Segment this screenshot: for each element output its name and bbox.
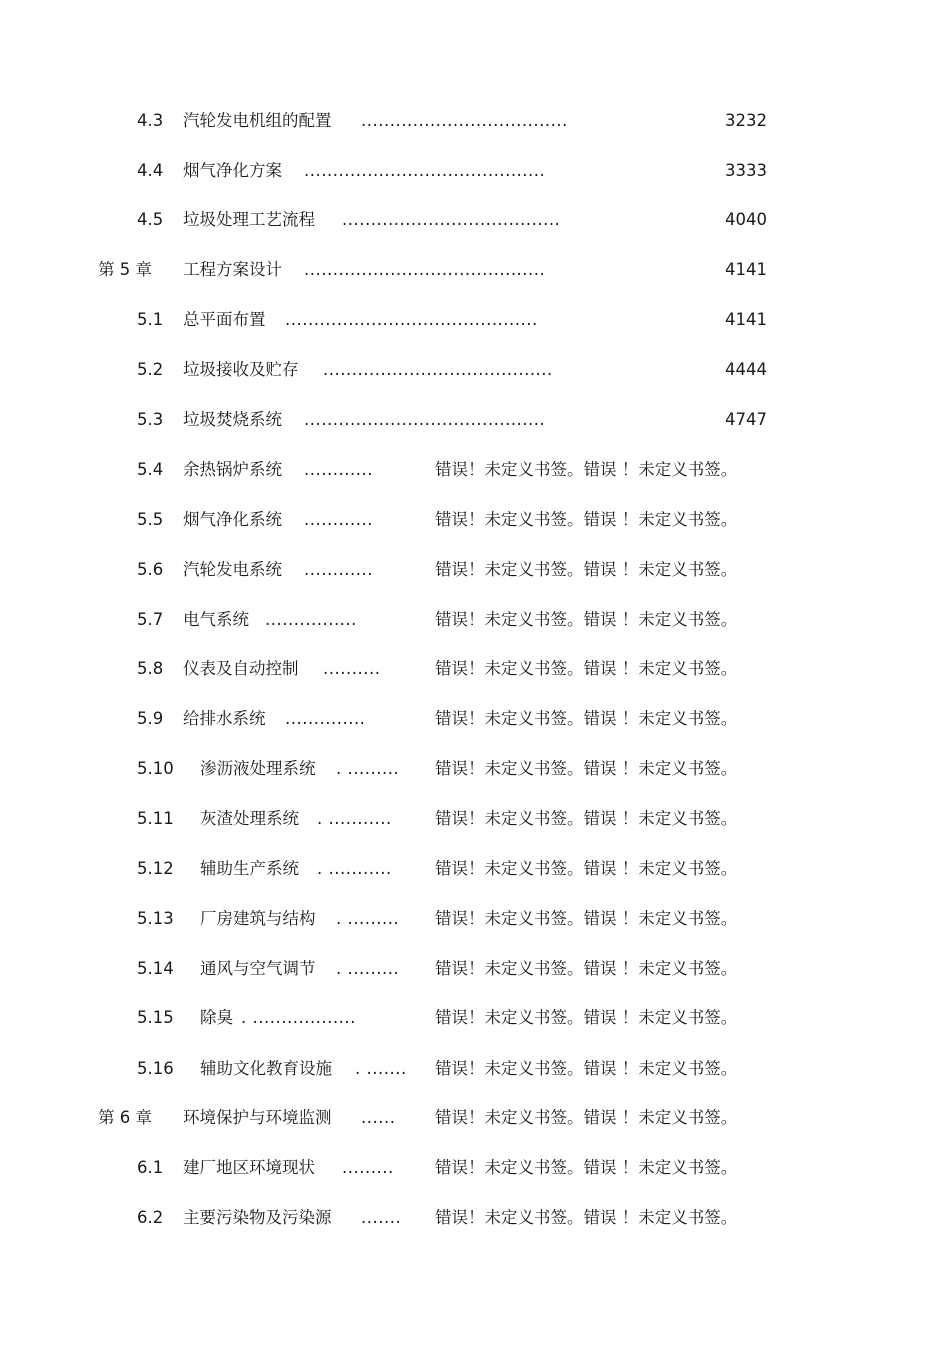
entry-title: 除臭 bbox=[200, 1008, 233, 1027]
toc-entry-5-8[interactable] bbox=[0, 657, 950, 681]
toc-entry-5-10[interactable] bbox=[0, 757, 950, 781]
chapter-number: 第 6 章 bbox=[98, 1108, 152, 1127]
entry-title: 垃圾接收及贮存 bbox=[183, 360, 299, 379]
dot-leader: ............ bbox=[304, 560, 373, 579]
toc-entry-5-16[interactable] bbox=[0, 1057, 950, 1081]
dot-leader: ...................................... bbox=[342, 210, 561, 229]
toc-entry-5-4[interactable] bbox=[0, 458, 950, 482]
entry-title: 垃圾处理工艺流程 bbox=[183, 210, 315, 229]
dot-leader: .......................................... bbox=[304, 260, 546, 279]
dot-leader: ............ bbox=[304, 510, 373, 529]
dot-leader: .......................................... bbox=[304, 410, 546, 429]
entry-number: 5.1 bbox=[137, 310, 164, 329]
entry-number: 5.11 bbox=[137, 809, 174, 828]
toc-entry-5-2[interactable] bbox=[0, 358, 950, 382]
dot-leader: .......... bbox=[323, 659, 381, 678]
dot-leader: ...... bbox=[361, 1108, 396, 1127]
chapter-number: 第 5 章 bbox=[98, 260, 152, 279]
dot-leader: .................................... bbox=[361, 111, 568, 130]
bookmark-error-text: 错误！未定义书签。错误 ！未定义书签。 bbox=[435, 959, 738, 978]
entry-number: 4.3 bbox=[137, 111, 164, 130]
entry-title: 烟气净化系统 bbox=[183, 510, 282, 529]
entry-number: 4.5 bbox=[137, 210, 164, 229]
entry-title: 垃圾焚烧系统 bbox=[183, 410, 282, 429]
dot-leader: ....... bbox=[361, 1208, 402, 1227]
dot-leader: .............. bbox=[285, 709, 366, 728]
dot-leader: . ........... bbox=[317, 809, 392, 828]
toc-entry-5-7[interactable] bbox=[0, 608, 950, 632]
toc-entry-5-5[interactable] bbox=[0, 508, 950, 532]
entry-title: 环境保护与环境监测 bbox=[183, 1108, 332, 1127]
entry-title: 仪表及自动控制 bbox=[183, 659, 299, 678]
entry-number: 5.10 bbox=[137, 759, 174, 778]
entry-title: 给排水系统 bbox=[183, 709, 266, 728]
bookmark-error-text: 错误！未定义书签。错误 ！未定义书签。 bbox=[435, 460, 738, 479]
entry-number: 4.4 bbox=[137, 161, 164, 180]
entry-number: 5.12 bbox=[137, 859, 174, 878]
entry-number: 5.8 bbox=[137, 659, 164, 678]
dot-leader: .......................................... bbox=[304, 161, 546, 180]
bookmark-error-text: 错误！未定义书签。错误 ！未定义书签。 bbox=[435, 759, 738, 778]
bookmark-error-text: 错误！未定义书签。错误 ！未定义书签。 bbox=[435, 510, 738, 529]
dot-leader: . ......... bbox=[336, 959, 400, 978]
entry-number: 5.4 bbox=[137, 460, 164, 479]
dot-leader: ......... bbox=[342, 1158, 394, 1177]
entry-title: 灰渣处理系统 bbox=[200, 809, 299, 828]
bookmark-error-text: 错误！未定义书签。错误 ！未定义书签。 bbox=[435, 1158, 738, 1177]
entry-title: 汽轮发电机组的配置 bbox=[183, 111, 332, 130]
bookmark-error-text: 错误！未定义书签。错误 ！未定义书签。 bbox=[435, 1008, 738, 1027]
toc-entry-4-3[interactable] bbox=[0, 109, 950, 133]
entry-title: 烟气净化方案 bbox=[183, 161, 282, 180]
dot-leader: . ....... bbox=[355, 1059, 407, 1078]
entry-title: 工程方案设计 bbox=[183, 260, 282, 279]
toc-entry-5-13[interactable] bbox=[0, 907, 950, 931]
bookmark-error-text: 错误！未定义书签。错误 ！未定义书签。 bbox=[435, 610, 738, 629]
entry-number: 5.3 bbox=[137, 410, 164, 429]
dot-leader: . ......... bbox=[336, 759, 400, 778]
toc-entry-5-11[interactable] bbox=[0, 807, 950, 831]
entry-title: 余热锅炉系统 bbox=[183, 460, 282, 479]
toc-entry-5-6[interactable] bbox=[0, 558, 950, 582]
page-number: 3333 bbox=[725, 161, 767, 180]
toc-entry-chapter-5[interactable] bbox=[0, 258, 950, 282]
toc-entry-5-15[interactable] bbox=[0, 1006, 950, 1030]
entry-number: 6.1 bbox=[137, 1158, 164, 1177]
toc-entry-6-2[interactable] bbox=[0, 1206, 950, 1230]
toc-entry-5-3[interactable] bbox=[0, 408, 950, 432]
dot-leader: ............ bbox=[304, 460, 373, 479]
dot-leader: . ........... bbox=[317, 859, 392, 878]
entry-number: 5.16 bbox=[137, 1059, 174, 1078]
toc-entry-5-1[interactable] bbox=[0, 308, 950, 332]
entry-number: 5.13 bbox=[137, 909, 174, 928]
entry-number: 5.5 bbox=[137, 510, 164, 529]
entry-title: 建厂地区环境现状 bbox=[183, 1158, 315, 1177]
page-number: 4747 bbox=[725, 410, 767, 429]
entry-title: 总平面布置 bbox=[183, 310, 266, 329]
entry-title: 电气系统 bbox=[183, 610, 249, 629]
dot-leader: . .................. bbox=[241, 1008, 356, 1027]
entry-number: 5.7 bbox=[137, 610, 164, 629]
bookmark-error-text: 错误！未定义书签。错误 ！未定义书签。 bbox=[435, 1108, 738, 1127]
entry-number: 5.14 bbox=[137, 959, 174, 978]
page-number: 4040 bbox=[725, 210, 767, 229]
toc-entry-5-14[interactable] bbox=[0, 957, 950, 981]
dot-leader: ........................................ bbox=[323, 360, 553, 379]
page-number: 3232 bbox=[725, 111, 767, 130]
bookmark-error-text: 错误！未定义书签。错误 ！未定义书签。 bbox=[435, 1059, 738, 1078]
bookmark-error-text: 错误！未定义书签。错误 ！未定义书签。 bbox=[435, 1208, 738, 1227]
toc-entry-5-12[interactable] bbox=[0, 857, 950, 881]
dot-leader: ............................................ bbox=[285, 310, 538, 329]
bookmark-error-text: 错误！未定义书签。错误 ！未定义书签。 bbox=[435, 909, 738, 928]
entry-number: 5.6 bbox=[137, 560, 164, 579]
bookmark-error-text: 错误！未定义书签。错误 ！未定义书签。 bbox=[435, 709, 738, 728]
bookmark-error-text: 错误！未定义书签。错误 ！未定义书签。 bbox=[435, 859, 738, 878]
dot-leader: . ......... bbox=[336, 909, 400, 928]
toc-entry-5-9[interactable] bbox=[0, 707, 950, 731]
entry-number: 5.9 bbox=[137, 709, 164, 728]
entry-title: 汽轮发电系统 bbox=[183, 560, 282, 579]
entry-title: 厂房建筑与结构 bbox=[200, 909, 316, 928]
toc-entry-chapter-6[interactable] bbox=[0, 1106, 950, 1130]
page-number: 4444 bbox=[725, 360, 767, 379]
bookmark-error-text: 错误！未定义书签。错误 ！未定义书签。 bbox=[435, 659, 738, 678]
entry-number: 6.2 bbox=[137, 1208, 164, 1227]
bookmark-error-text: 错误！未定义书签。错误 ！未定义书签。 bbox=[435, 809, 738, 828]
toc-entry-4-5[interactable] bbox=[0, 208, 950, 232]
entry-title: 辅助生产系统 bbox=[200, 859, 299, 878]
toc-entry-6-1[interactable] bbox=[0, 1156, 950, 1180]
dot-leader: ................ bbox=[265, 610, 357, 629]
entry-title: 通风与空气调节 bbox=[200, 959, 316, 978]
entry-title: 主要污染物及污染源 bbox=[183, 1208, 332, 1227]
entry-number: 5.2 bbox=[137, 360, 164, 379]
entry-title: 辅助文化教育设施 bbox=[200, 1059, 332, 1078]
page-number: 4141 bbox=[725, 310, 767, 329]
bookmark-error-text: 错误！未定义书签。错误 ！未定义书签。 bbox=[435, 560, 738, 579]
toc-entry-4-4[interactable] bbox=[0, 159, 950, 183]
entry-title: 渗沥液处理系统 bbox=[200, 759, 316, 778]
entry-number: 5.15 bbox=[137, 1008, 174, 1027]
page-number: 4141 bbox=[725, 260, 767, 279]
